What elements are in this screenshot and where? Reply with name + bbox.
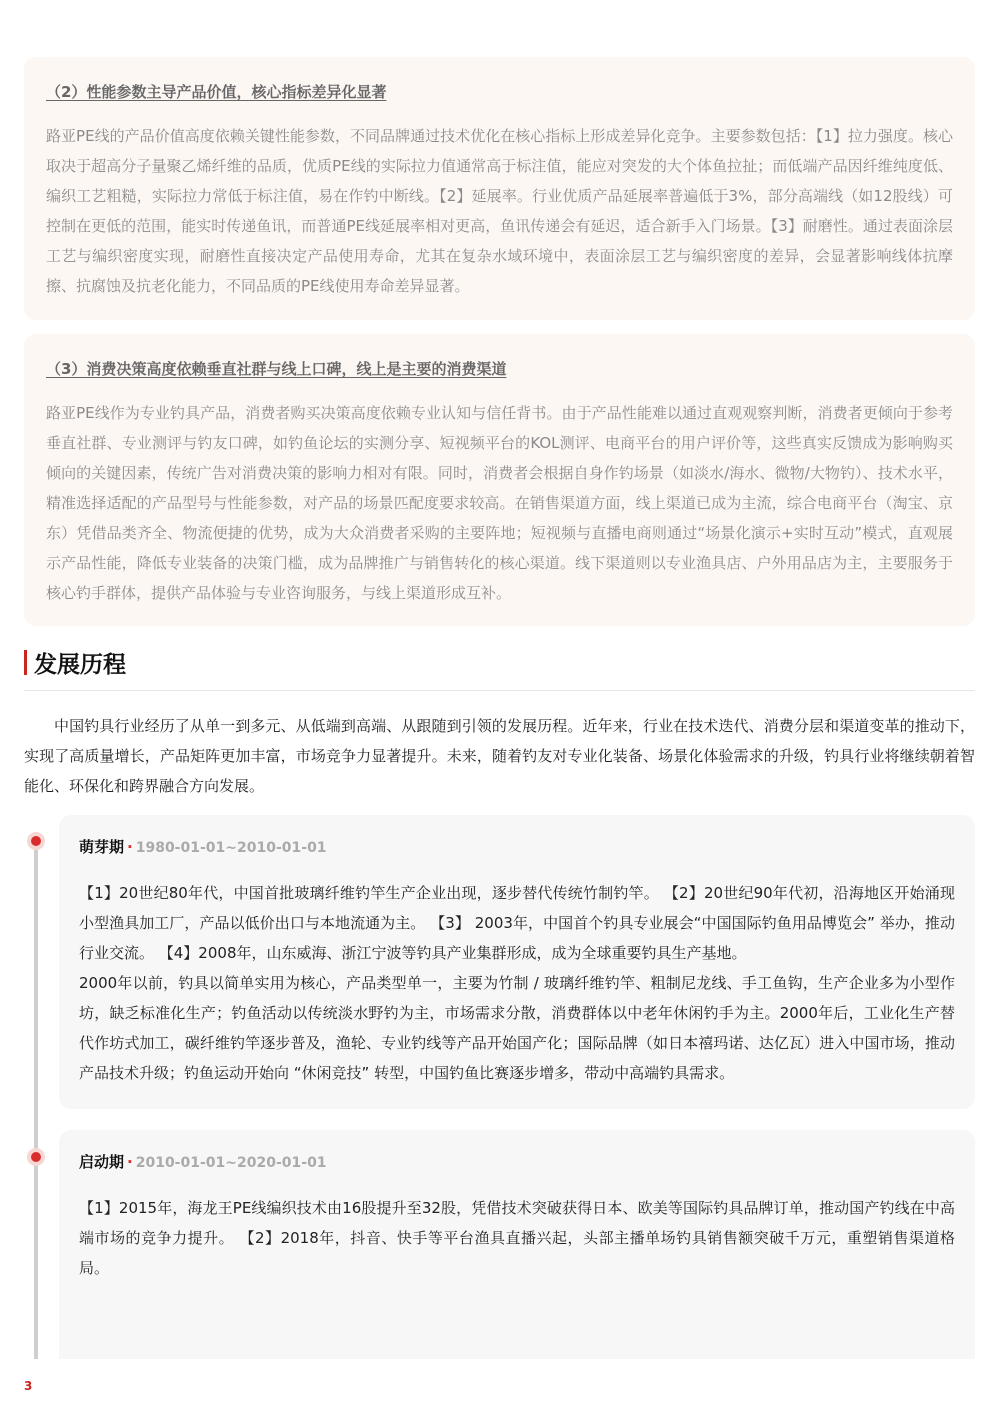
- stage-events: 【1】20世纪80年代，中国首批玻璃纤维钓竿生产企业出现，逐步替代传统竹制钓竿。 【2】20世纪90年代初，沿海地区开始涌现小型渔具加工厂，产品以低价出口与本地流通为主。 【3】 2003年，中国首个钓具专业展会“中国国际钓鱼用品博览会” 举办，推动行业交流。 【4】2008年，山东威海、浙江宁波等钓具产业集群形成，成为全球重要钓具生产基地。: [79, 884, 955, 962]
- stage-card-launch: [59, 1130, 975, 1359]
- card-title: （2）性能参数主导产品价值，核心指标差异化显著: [46, 83, 387, 101]
- stage-card-sprout: [59, 815, 975, 1109]
- section-divider: [24, 690, 975, 691]
- stage-date: 2010-01-01~2020-01-01: [135, 1155, 327, 1171]
- card-body: 路亚PE线的产品价值高度依赖关键性能参数，不同品牌通过技术优化在核心指标上形成差异化竞争。主要参数包括：【1】拉力强度。核心取决于超高分子量聚乙烯纤维的品质，优质PE线的实际拉力值通常高于标注值，能应对突发的大个体鱼拉扯；而低端产品因纤维纯度低、编织工艺粗糙，实际拉力常低于标注值，易在作钓中断线。【2】延展率。行业优质产品延展率普遍低于3%，部分高端线（如12股线）可控制在更低的范围，能实时传递鱼讯，而普通PE线延展率相对更高，鱼讯传递会有延迟，适合新手入门场景。【3】耐磨性。通过表面涂层工艺与编织密度实现，耐磨性直接决定产品使用寿命，尤其在复杂水域环境中，表面涂层工艺与编织密度的差异，会显著影响线体抗摩擦、抗腐蚀及抗老化能力，不同品质的PE线使用寿命差异显著。: [46, 127, 953, 295]
- stage-name: 萌芽期: [79, 838, 125, 856]
- timeline-line: [34, 840, 38, 1359]
- stage-date: 1980-01-01~2010-01-01: [135, 840, 327, 856]
- consumer-decision-card: [24, 334, 975, 626]
- section-title: 发展历程: [34, 652, 126, 678]
- section-heading: [24, 646, 126, 679]
- card-title: （3）消费决策高度依赖垂直社群与线上口碑，线上是主要的消费渠道: [46, 360, 507, 378]
- stage-description: 2000年以前，钓具以简单实用为核心，产品类型单一，主要为竹制 / 玻璃纤维钓竿、粗制尼龙线、手工鱼钩，生产企业多为小型作坊，缺乏标准化生产；钓鱼活动以传统淡水野钓为主，市场需求分散，消费群体以中老年休闲钓手为主。2000年后，工业化生产替代作坊式加工，碳纤维钓竿逐步普及，渔轮、专业钓线等产品开始国产化；国际品牌（如日本禧玛诺、达亿瓦）进入中国市场，推动产品技术升级；钓鱼运动开始向 “休闲竞技” 转型，中国钓鱼比赛逐步增多，带动中高端钓具需求。: [79, 974, 955, 1082]
- stage-events: 【1】2015年，海龙王PE线编织技术由16股提升至32股，凭借技术突破获得日本、欧美等国际钓具品牌订单，推动国产钓线在中高端市场的竞争力提升。 【2】2018年，抖音、快手等平台渔具直播兴起，头部主播单场钓具销售额突破千万元，重塑销售渠道格局。: [79, 1199, 955, 1277]
- stage-name: 启动期: [79, 1153, 125, 1171]
- section-intro: 中国钓具行业经历了从单一到多元、从低端到高端、从跟随到引领的发展历程。近年来，行业在技术迭代、消费分层和渠道变革的推动下，实现了高质量增长，产品矩阵更加丰富，市场竞争力显著提升。未来，随着钓友对专业化装备、场景化体验需求的升级，钓具行业将继续朝着智能化、环保化和跨界融合方向发展。: [24, 717, 975, 795]
- stage-header: [79, 836, 327, 859]
- section-accent-bar: [24, 650, 27, 675]
- timeline-dot: [27, 1148, 45, 1166]
- card-body: 路亚PE线作为专业钓具产品，消费者购买决策高度依赖专业认知与信任背书。由于产品性能难以通过直观观察判断，消费者更倾向于参考垂直社群、专业测评与钓友口碑，如钓鱼论坛的实测分享、短视频平台的KOL测评、电商平台的用户评价等，这些真实反馈成为影响购买倾向的关键因素，传统广告对消费决策的影响力相对有限。同时，消费者会根据自身作钓场景（如淡水/海水、微物/大物钓）、技术水平，精准选择适配的产品型号与性能参数，对产品的场景匹配度要求较高。在销售渠道方面，线上渠道已成为主流，综合电商平台（淘宝、京东）凭借品类齐全、物流便捷的优势，成为大众消费者采购的主要阵地；短视频与直播电商则通过“场景化演示+实时互动”模式，直观展示产品性能，降低专业装备的决策门槛，成为品牌推广与销售转化的核心渠道。线下渠道则以专业渔具店、户外用品店为主，主要服务于核心钓手群体，提供产品体验与专业咨询服务，与线上渠道形成互补。: [46, 404, 953, 602]
- page-number: 3: [24, 1379, 33, 1393]
- stage-separator: ·: [127, 838, 133, 856]
- stage-header: [79, 1151, 327, 1174]
- stage-separator: ·: [127, 1153, 133, 1171]
- timeline-dot: [27, 832, 45, 850]
- performance-parameters-card: [24, 57, 975, 320]
